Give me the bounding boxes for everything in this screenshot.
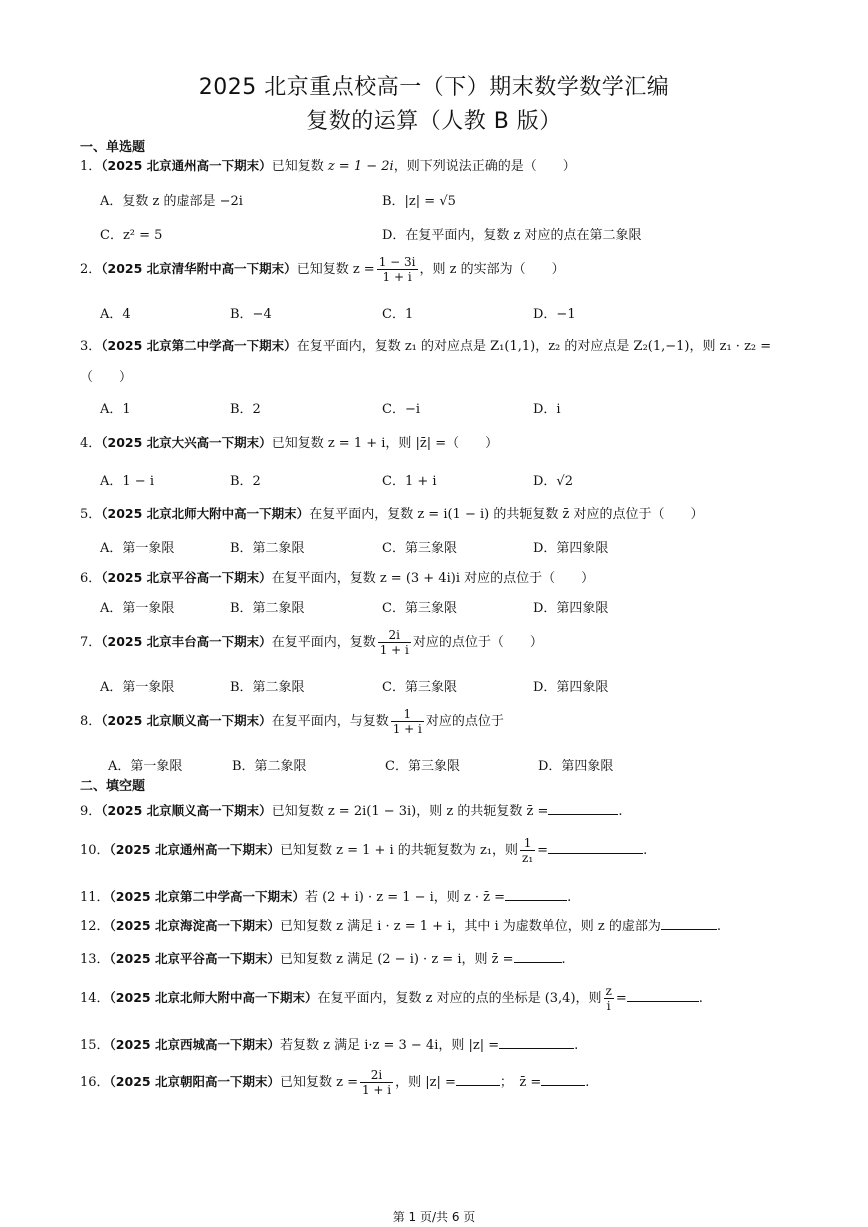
- period: .: [618, 804, 623, 819]
- question-text: 在复平面内，复数 z 对应的点的坐标是 (3,4)，则: [317, 991, 602, 1006]
- denominator: i: [606, 999, 611, 1013]
- answer-blank[interactable]: [627, 989, 699, 1002]
- question-4: [80, 432, 498, 451]
- numerator: 2i: [378, 628, 411, 643]
- option-b: B．第二象限: [230, 541, 305, 556]
- question-text: 在复平面内，复数: [271, 635, 376, 650]
- option-c: C．−i: [382, 402, 420, 417]
- option-d: D．−1: [533, 307, 576, 322]
- section-single-choice: 一、单选题: [80, 140, 146, 155]
- numerator: 1 − 3i: [378, 255, 416, 269]
- question-number: 9．: [80, 804, 102, 819]
- question-text: 若复数 z 满足 i·z = 3 − 4i，则 |z| =: [279, 1038, 500, 1053]
- option-c: C．1: [382, 307, 414, 322]
- option-c: C．第三象限: [382, 601, 457, 616]
- option-a: A．1 − i: [100, 474, 154, 489]
- option-d: D．第四象限: [533, 601, 609, 616]
- question-number: 1．: [80, 159, 102, 174]
- question-15: [80, 1034, 578, 1053]
- option-a: A．1: [100, 402, 131, 417]
- question-source: （2025 北京通州高一下期末）: [109, 842, 280, 857]
- question-14: [80, 984, 703, 1013]
- question-6: [80, 567, 594, 586]
- question-text: =: [537, 843, 549, 858]
- denominator: 1 + i: [379, 643, 409, 657]
- question-text: ，则下列说法正确的是（ ）: [393, 159, 576, 174]
- numerator: 2i: [360, 1068, 393, 1083]
- question-text: 已知复数 z =: [296, 262, 375, 277]
- period: .: [561, 952, 566, 967]
- option-c: C．第三象限: [385, 759, 460, 774]
- question-source: （2025 北京大兴高一下期末）: [101, 435, 272, 450]
- fraction: [360, 1068, 393, 1097]
- numerator: 1: [391, 707, 424, 722]
- period: .: [698, 991, 703, 1006]
- question-math: z = 1 − 2i: [327, 159, 394, 174]
- option-d: D．i: [533, 402, 561, 417]
- question-11: [80, 886, 571, 905]
- option-b: B．第二象限: [232, 759, 307, 774]
- question-text: 已知复数 z 满足 i · z = 1 + i，其中 i 为虚数单位，则 z 的虚部为: [279, 919, 661, 934]
- question-source: （2025 北京西城高一下期末）: [109, 1037, 280, 1052]
- question-text: ，则 z 的实部为（ ）: [419, 262, 565, 277]
- question-source: （2025 北京顺义高一下期末）: [101, 803, 272, 818]
- answer-blank[interactable]: [514, 950, 562, 963]
- option-b: B．−4: [230, 307, 272, 322]
- question-number: 10．: [80, 843, 110, 858]
- question-source: （2025 北京通州高一下期末）: [101, 158, 272, 173]
- question-number: 14．: [80, 991, 110, 1006]
- question-source: （2025 北京平谷高一下期末）: [101, 570, 272, 585]
- option-a: A．4: [100, 307, 131, 322]
- question-number: 12．: [80, 919, 110, 934]
- option-b: B．第二象限: [230, 601, 305, 616]
- option-a: A．第一象限: [100, 541, 175, 556]
- question-13: [80, 948, 566, 967]
- option-a: A．第一象限: [100, 601, 175, 616]
- question-text: 已知复数 z = 1 + i 的共轭复数为 z₁，则: [279, 843, 519, 858]
- option-d: D．第四象限: [533, 541, 609, 556]
- question-text: 已知复数 z =: [279, 1075, 358, 1090]
- option-b: B．2: [230, 402, 261, 417]
- option-b: B．2: [230, 474, 261, 489]
- option-a: A．复数 z 的虚部是 −2i: [100, 194, 243, 209]
- question-text: 已知复数 z = 2i(1 − 3i)，则 z 的共轭复数 z̄ =: [271, 804, 549, 819]
- numerator: z: [605, 984, 612, 998]
- question-number: 7．: [80, 635, 102, 650]
- question-source: （2025 北京平谷高一下期末）: [109, 951, 280, 966]
- question-source: （2025 北京北师大附中高一下期末）: [101, 506, 310, 521]
- question-text: 对应的点位于: [425, 714, 504, 729]
- denominator: 1 + i: [361, 1083, 392, 1097]
- option-b: B．|z| = √5: [382, 194, 456, 209]
- page-title: 2025 北京重点校高一（下）期末数学数学汇编: [198, 75, 670, 100]
- question-source: （2025 北京第二中学高一下期末）: [109, 889, 305, 904]
- question-number: 16．: [80, 1075, 110, 1090]
- answer-blank[interactable]: [548, 841, 643, 854]
- option-a: A．第一象限: [108, 759, 183, 774]
- fraction: [520, 836, 535, 865]
- fraction: [604, 984, 614, 1013]
- answer-blank[interactable]: [505, 888, 567, 901]
- option-c: C．第三象限: [382, 680, 457, 695]
- question-number: 8．: [80, 714, 102, 729]
- section-fill-blank: 二、填空题: [80, 779, 146, 794]
- question-text: 在复平面内，复数 z = (3 + 4i)i 对应的点位于（ ）: [271, 571, 595, 586]
- question-source: （2025 北京朝阳高一下期末）: [109, 1074, 280, 1089]
- question-text: 在复平面内，与复数: [271, 714, 389, 729]
- question-text: 已知复数 z = 1 + i，则 |z̄| =（ ）: [271, 436, 499, 451]
- option-d: D．√2: [533, 474, 573, 489]
- option-d: D．第四象限: [533, 680, 609, 695]
- question-8: [80, 707, 504, 736]
- question-number: 4．: [80, 436, 102, 451]
- question-text: 在复平面内，复数 z = i(1 − i) 的共轭复数 z̄ 对应的点位于（ ）: [309, 507, 704, 522]
- question-text: 已知复数 z 满足 (2 − i) · z = i，则 z̄ =: [279, 952, 514, 967]
- period: .: [643, 843, 648, 858]
- option-c: C．1 + i: [382, 474, 437, 489]
- question-source: （2025 北京第二中学高一下期末）: [101, 338, 297, 353]
- question-text: 对应的点位于（ ）: [412, 635, 543, 650]
- period: .: [567, 890, 572, 905]
- question-text: =: [615, 991, 627, 1006]
- question-9: [80, 800, 623, 819]
- period: .: [574, 1038, 579, 1053]
- denominator: 1 + i: [382, 270, 412, 284]
- option-a: A．第一象限: [100, 680, 175, 695]
- option-c: C．z² = 5: [100, 228, 163, 243]
- answer-blank-conjugate[interactable]: [541, 1073, 585, 1086]
- question-source: （2025 北京清华附中高一下期末）: [101, 261, 297, 276]
- answer-blank-modulus[interactable]: [456, 1073, 500, 1086]
- question-3-cont: （ ）: [80, 370, 133, 385]
- answer-blank[interactable]: [548, 802, 618, 815]
- question-source: （2025 北京丰台高一下期末）: [101, 634, 272, 649]
- question-number: 3．: [80, 339, 102, 354]
- question-text: 若 (2 + i) · z = 1 − i，则 z · z̄ =: [304, 890, 506, 905]
- question-2: [80, 255, 565, 284]
- question-number: 15．: [80, 1038, 110, 1053]
- question-source: （2025 北京顺义高一下期末）: [101, 713, 272, 728]
- question-12: [80, 915, 721, 934]
- question-text: 在复平面内，复数 z₁ 的对应点是 Z₁(1,1)，z₂ 的对应点是 Z₂(1,−1)，则 z₁ · z₂ =: [296, 339, 772, 354]
- option-d: D．在复平面内，复数 z 对应的点在第二象限: [382, 228, 642, 243]
- denominator: z₁: [522, 851, 534, 865]
- question-text: ； z̄ =: [499, 1075, 542, 1090]
- page-subtitle: 复数的运算（人教 B 版）: [306, 109, 562, 134]
- fraction: [391, 707, 424, 736]
- denominator: 1 + i: [392, 722, 422, 736]
- fraction: [377, 255, 418, 284]
- question-3: [80, 335, 771, 354]
- question-number: 11．: [80, 890, 110, 905]
- question-number: 5．: [80, 507, 102, 522]
- option-b: B．第二象限: [230, 680, 305, 695]
- question-16: [80, 1068, 589, 1097]
- question-number: 6．: [80, 571, 102, 586]
- fraction: [378, 628, 411, 657]
- question-number: 2．: [80, 262, 102, 277]
- answer-blank[interactable]: [499, 1036, 574, 1049]
- page-footer: 第 1 页/共 6 页: [392, 1210, 476, 1224]
- option-c: C．第三象限: [382, 541, 457, 556]
- question-1: [80, 155, 576, 174]
- option-d: D．第四象限: [538, 759, 614, 774]
- answer-blank[interactable]: [661, 917, 717, 930]
- question-10: [80, 836, 647, 865]
- question-5: [80, 503, 703, 522]
- question-7: [80, 628, 543, 657]
- question-number: 13．: [80, 952, 110, 967]
- question-text: ，则 |z| =: [395, 1075, 456, 1090]
- question-text: 已知复数: [271, 159, 328, 174]
- question-source: （2025 北京北师大附中高一下期末）: [109, 990, 318, 1005]
- period: .: [585, 1075, 590, 1090]
- period: .: [716, 919, 722, 934]
- numerator: 1: [520, 836, 535, 851]
- question-source: （2025 北京海淀高一下期末）: [109, 918, 280, 933]
